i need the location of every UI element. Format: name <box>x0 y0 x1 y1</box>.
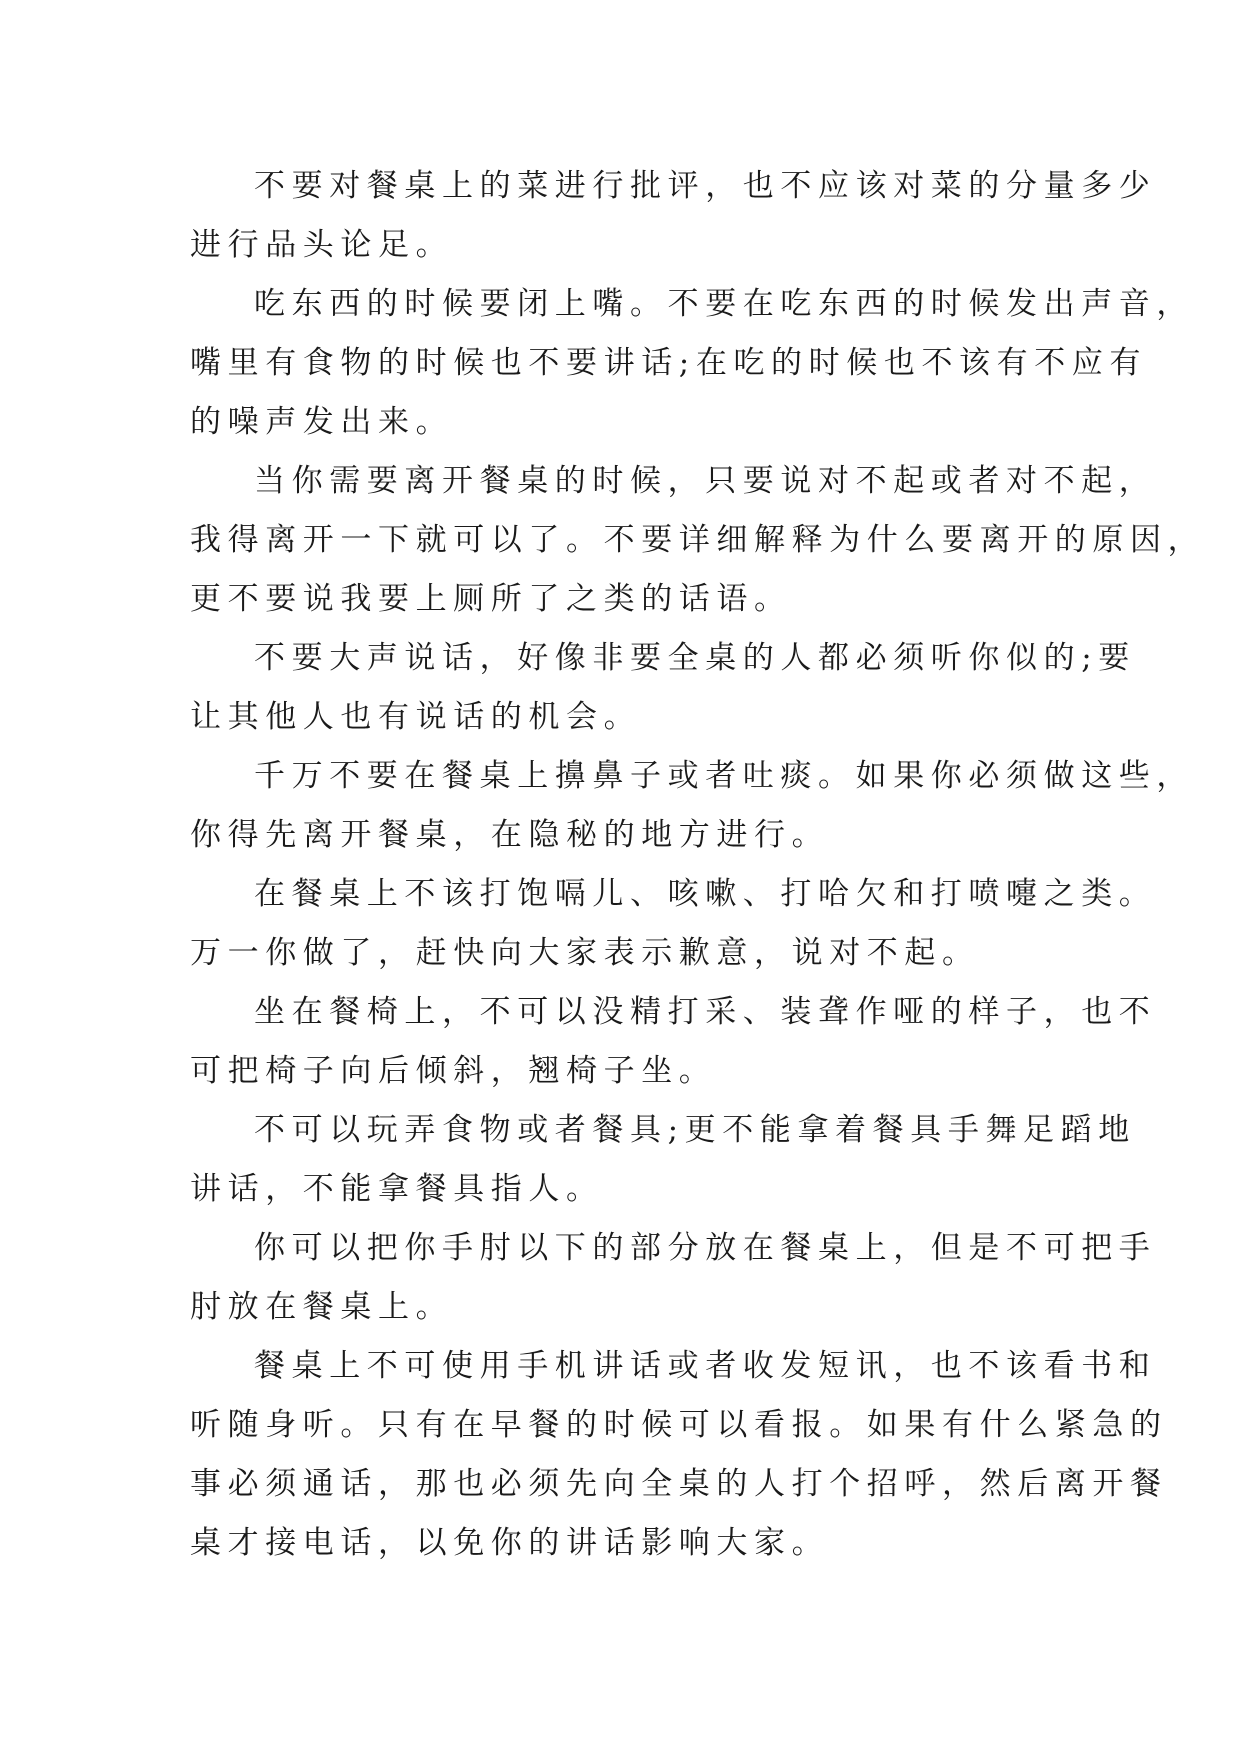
paragraph-8 <box>190 1101 1136 1219</box>
document-body <box>190 157 1206 1573</box>
paragraph-line: 不可以玩弄食物或者餐具;更不能拿着餐具手舞足蹈地 <box>254 1112 1136 1148</box>
paragraph-line: 让其他人也有说话的机会。 <box>190 699 642 735</box>
paragraph-line: 不要对餐桌上的菜进行批评，也不应该对菜的分量多少 <box>254 168 1157 204</box>
paragraph-10 <box>190 1337 1168 1573</box>
paragraph-5 <box>190 747 1194 865</box>
paragraph-line: 在餐桌上不该打饱嗝儿、咳嗽、打哈欠和打喷嚏之类。 <box>254 876 1157 912</box>
paragraph-7 <box>190 983 1157 1101</box>
paragraph-line: 吃东西的时候要闭上嘴。不要在吃东西的时候发出声音， <box>254 286 1194 322</box>
paragraph-line: 事必须通话，那也必须先向全桌的人打个招呼，然后离开餐 <box>190 1466 1168 1502</box>
paragraph-line: 进行品头论足。 <box>190 227 454 263</box>
paragraph-line: 千万不要在餐桌上擤鼻子或者吐痰。如果你必须做这些， <box>254 758 1194 794</box>
paragraph-9 <box>190 1219 1157 1337</box>
paragraph-line: 万一你做了，赶快向大家表示歉意，说对不起。 <box>190 935 980 971</box>
paragraph-line: 当你需要离开餐桌的时候，只要说对不起或者对不起， <box>254 463 1157 499</box>
paragraph-4 <box>190 629 1136 747</box>
paragraph-line: 嘴里有食物的时候也不要讲话;在吃的时候也不该有不应有 <box>190 345 1148 381</box>
paragraph-line: 桌才接电话，以免你的讲话影响大家。 <box>190 1525 830 1561</box>
paragraph-line: 我得离开一下就可以了。不要详细解释为什么要离开的原因， <box>190 522 1206 558</box>
paragraph-3 <box>190 452 1206 629</box>
paragraph-line: 坐在餐椅上，不可以没精打采、装聋作哑的样子，也不 <box>254 994 1157 1030</box>
paragraph-line: 的噪声发出来。 <box>190 404 454 440</box>
paragraph-6 <box>190 865 1157 983</box>
paragraph-1 <box>190 157 1157 275</box>
paragraph-line: 肘放在餐桌上。 <box>190 1289 454 1325</box>
paragraph-2 <box>190 275 1194 452</box>
paragraph-line: 餐桌上不可使用手机讲话或者收发短讯，也不该看书和 <box>254 1348 1157 1384</box>
paragraph-line: 讲话，不能拿餐具指人。 <box>190 1171 604 1207</box>
paragraph-line: 你得先离开餐桌，在隐秘的地方进行。 <box>190 817 830 853</box>
paragraph-line: 可把椅子向后倾斜，翘椅子坐。 <box>190 1053 717 1089</box>
paragraph-line: 不要大声说话，好像非要全桌的人都必须听你似的;要 <box>254 640 1136 676</box>
paragraph-line: 听随身听。只有在早餐的时候可以看报。如果有什么紧急的 <box>190 1407 1168 1443</box>
paragraph-line: 你可以把你手肘以下的部分放在餐桌上，但是不可把手 <box>254 1230 1157 1266</box>
paragraph-line: 更不要说我要上厕所了之类的话语。 <box>190 581 792 617</box>
